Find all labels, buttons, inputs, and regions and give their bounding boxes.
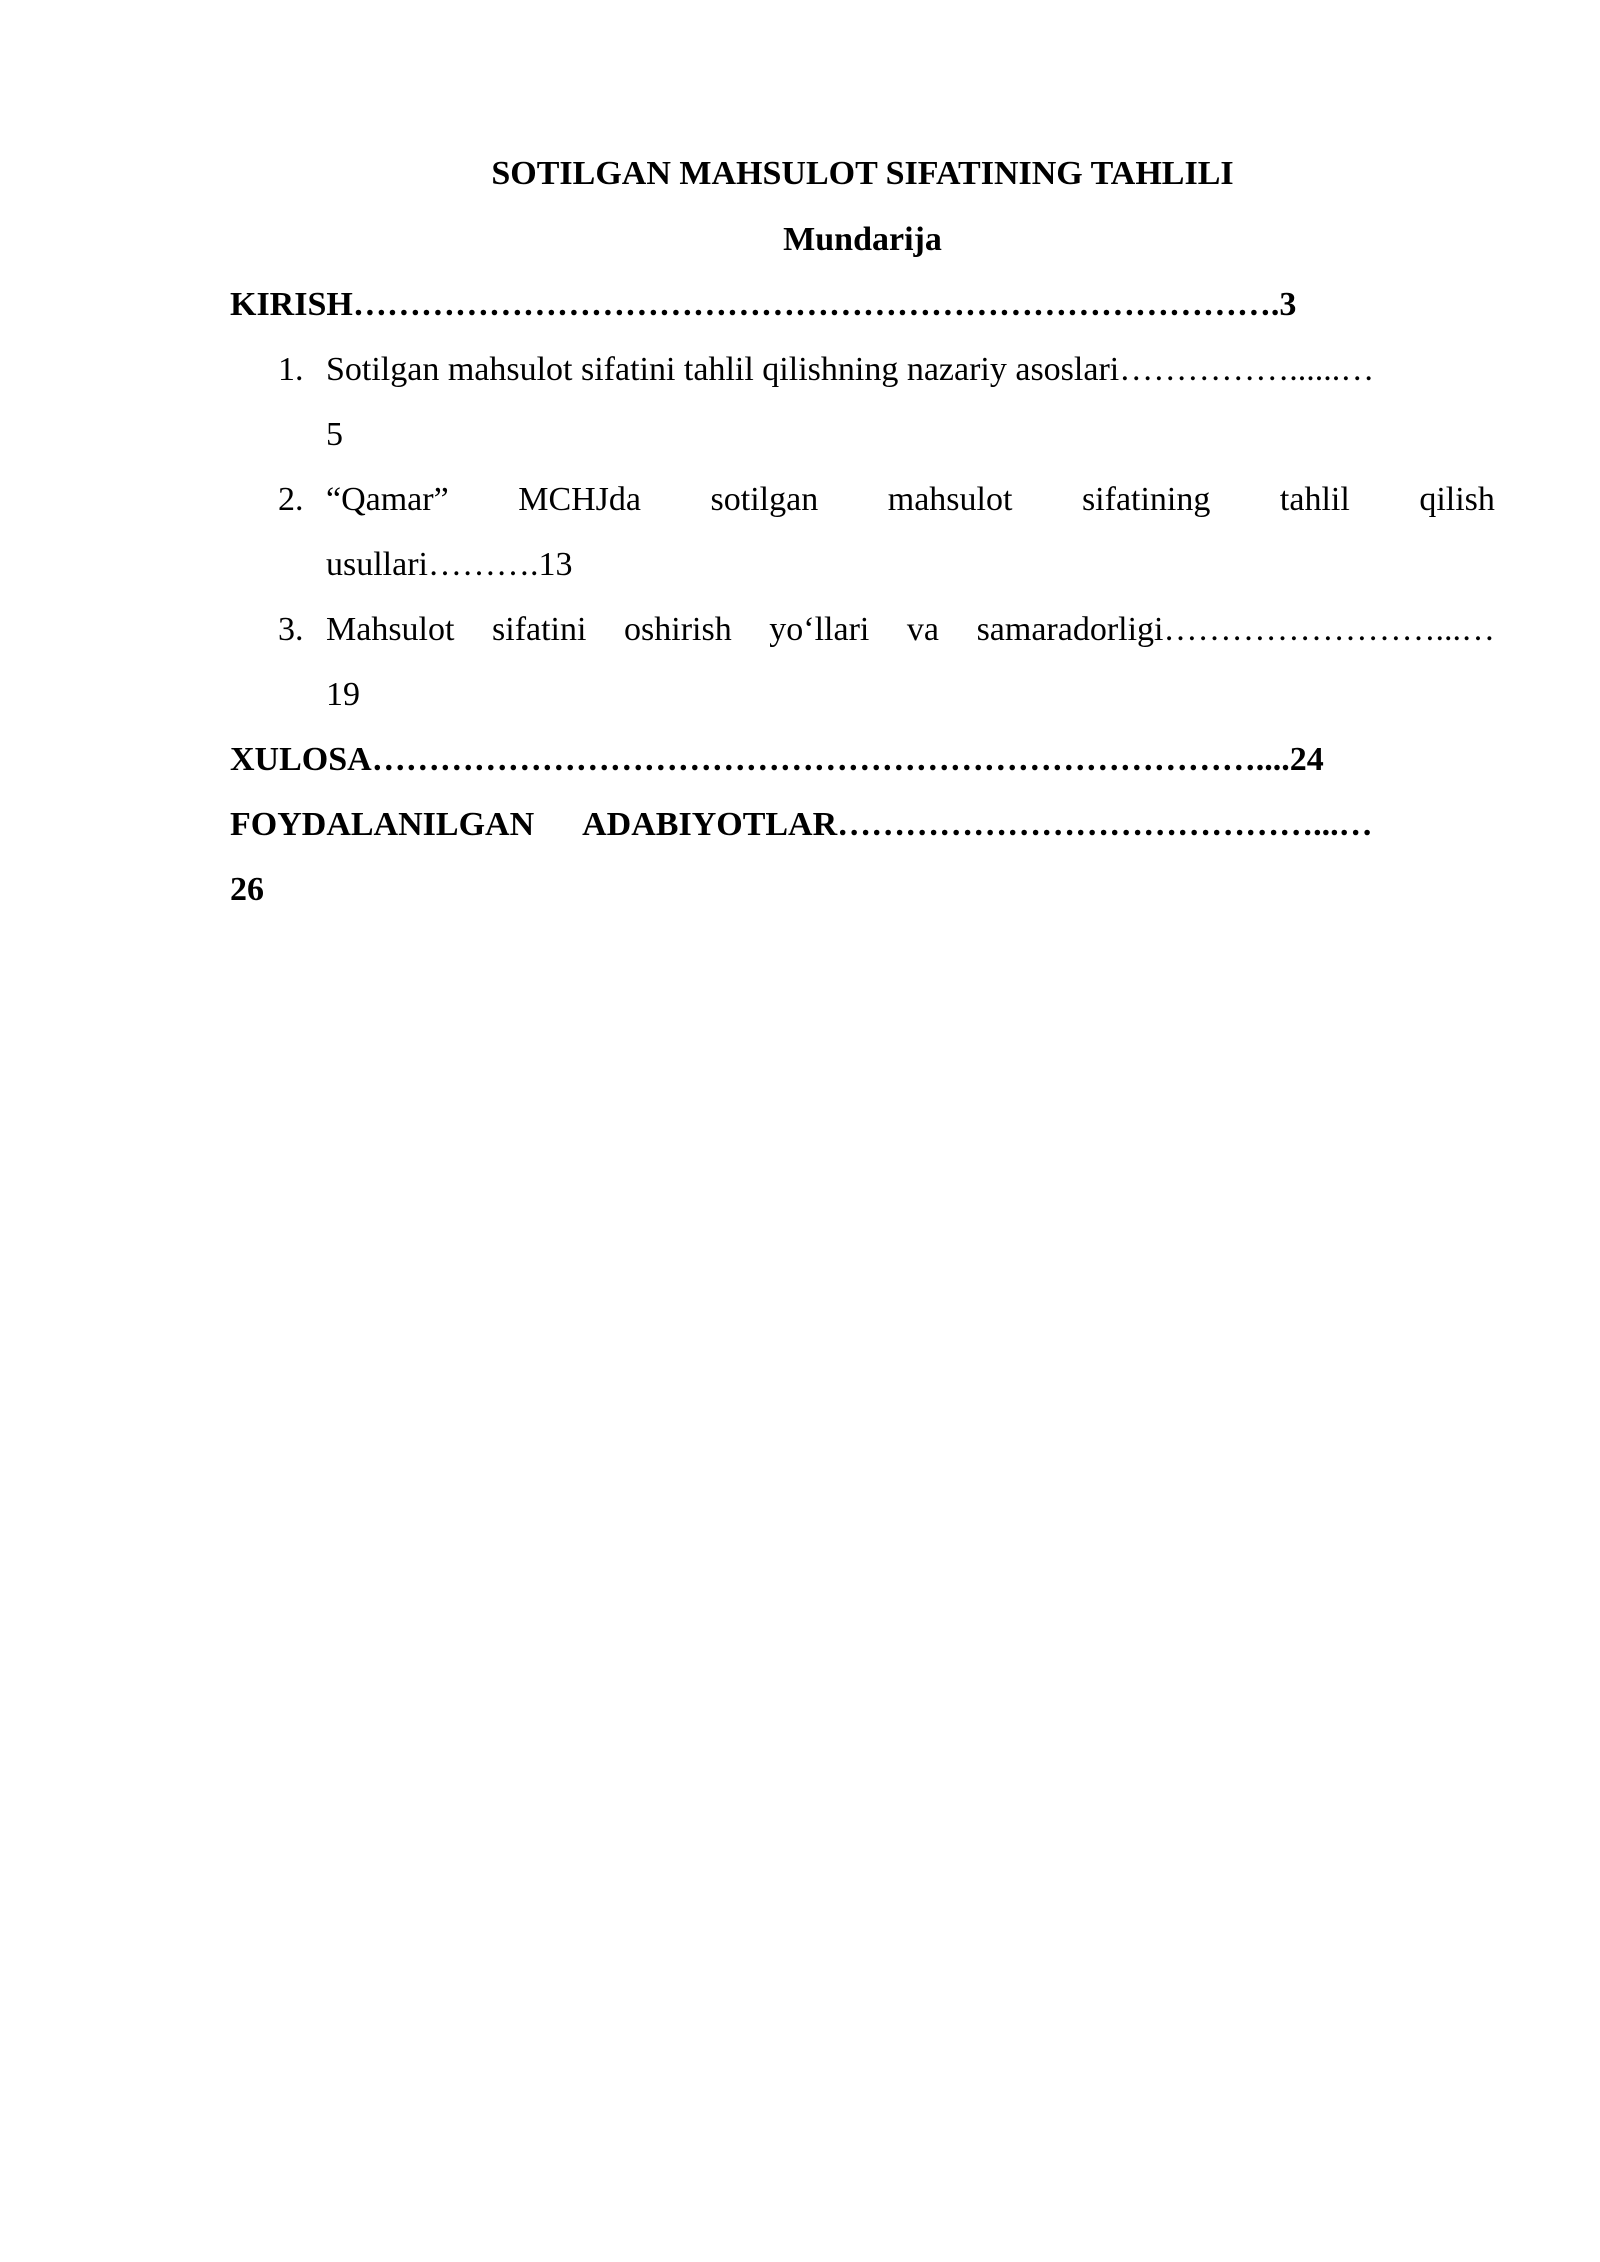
toc-heading: Mundarija: [783, 221, 942, 258]
toc-item-2-word: MCHJda: [518, 481, 642, 518]
toc-item-2-word: qilish: [1419, 481, 1495, 518]
toc-item-3-word: oshirish: [624, 611, 732, 648]
toc-item-3-text: [326, 610, 1495, 650]
document-title: SOTILGAN MAHSULOT SIFATINING TAHLILI: [491, 155, 1234, 192]
toc-item-3-word: va: [906, 611, 939, 648]
toc-entry-kirish: KIRISH……………………………………………………………………….3: [230, 286, 1297, 323]
toc-entry-foydalanilgan-word-1: FOYDALANILGAN: [230, 806, 535, 843]
toc-item-3-word: sifatini: [492, 611, 587, 648]
toc-item-3-number: 3.: [278, 611, 304, 648]
toc-item-2-continuation: usullari……….13: [326, 546, 573, 583]
toc-entry-foydalanilgan: [230, 805, 1495, 845]
toc-item-2-word: sotilgan: [710, 481, 819, 518]
toc-item-3-word: Mahsulot: [326, 611, 455, 648]
toc-item-1-text: Sotilgan mahsulot sifatini tahlil qilishning nazariy asoslari……………......…: [326, 351, 1375, 388]
toc-item-2-word: tahlil: [1279, 481, 1350, 518]
toc-item-2-word: mahsulot: [887, 481, 1013, 518]
toc-item-3-page: 19: [326, 676, 360, 713]
toc-item-3-word: samaradorligi……………………...…: [976, 611, 1495, 648]
toc-entry-xulosa: XULOSA……………………………………………………………………....24: [230, 741, 1324, 778]
toc-item-1-page: 5: [326, 416, 343, 453]
toc-item-2-word: sifatining: [1081, 481, 1211, 518]
toc-item-2-text: [326, 480, 1495, 520]
toc-item-2-word: “Qamar”: [326, 481, 449, 518]
toc-item-3-word: yo‘llari: [769, 611, 870, 648]
toc-item-1-number: 1.: [278, 351, 304, 388]
toc-item-2-number: 2.: [278, 481, 304, 518]
toc-entry-foydalanilgan-page: 26: [230, 871, 264, 908]
toc-entry-foydalanilgan-word-2: ADABIYOTLAR……………………………………...…: [582, 806, 1373, 843]
